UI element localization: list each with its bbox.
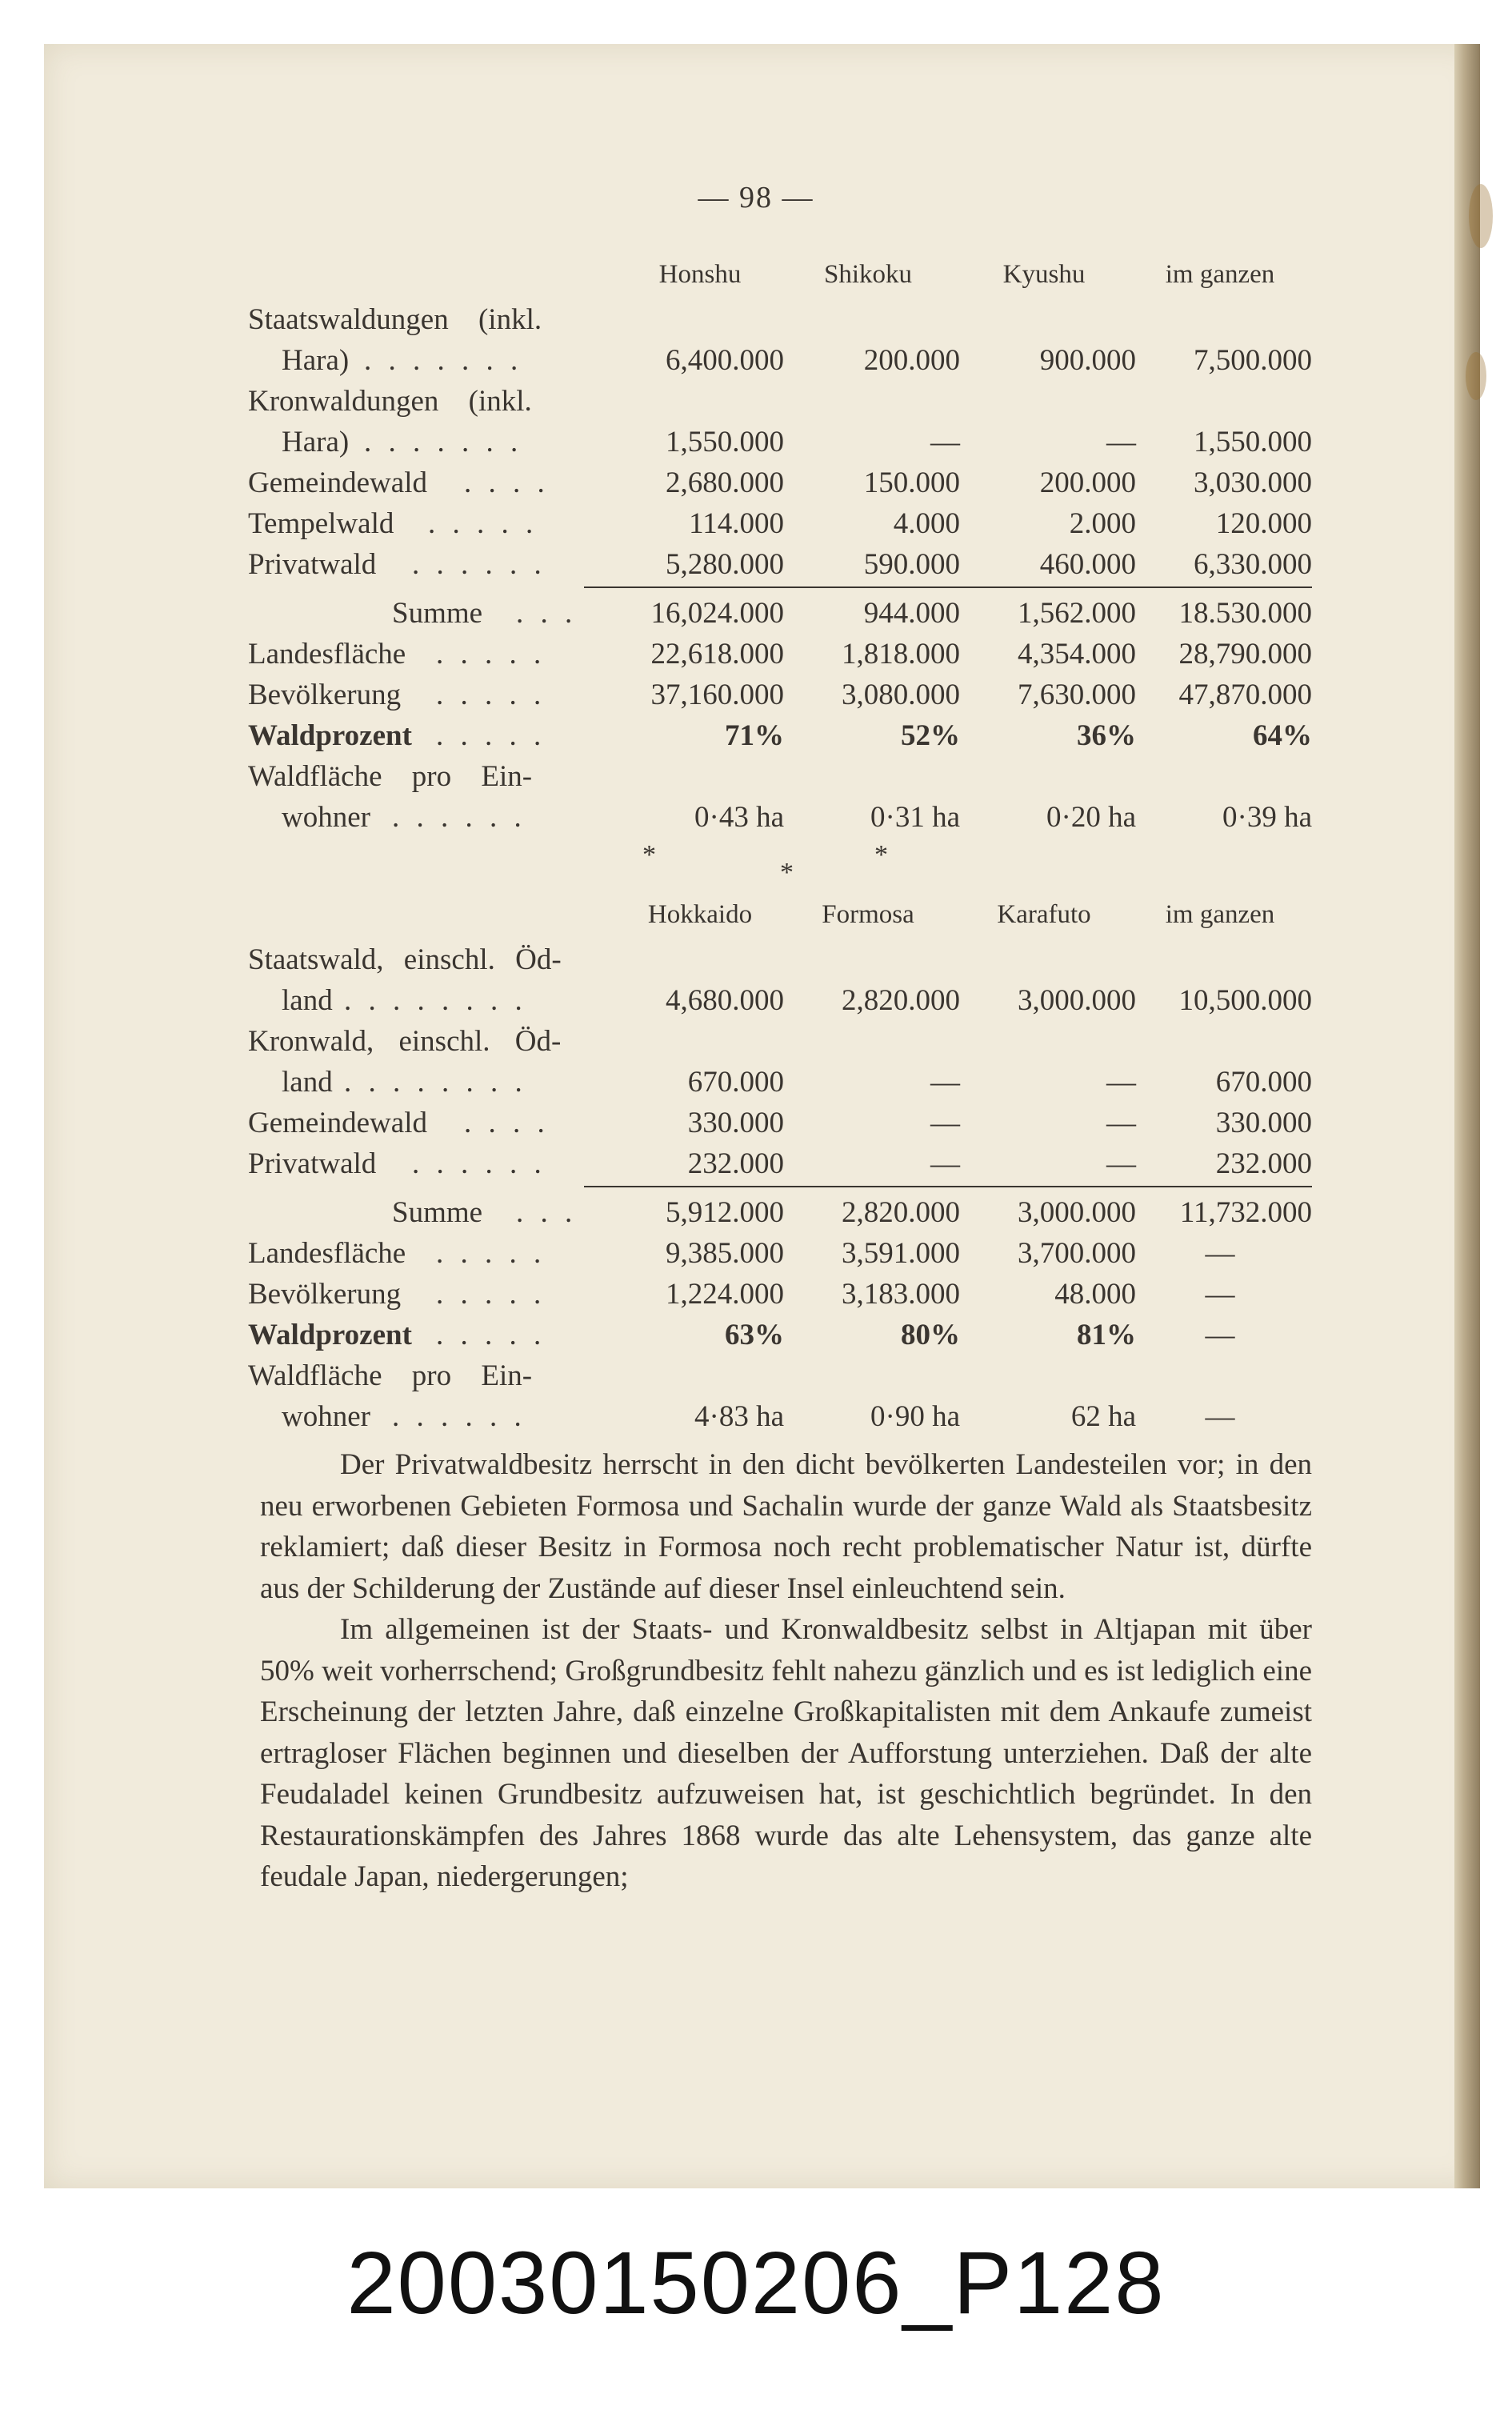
cell-value: — (1205, 1319, 1235, 1351)
row-label-continued: Hara) (282, 426, 350, 458)
table-row-sum (248, 1192, 1312, 1233)
cell-value: 52% (901, 719, 960, 752)
cell-value: 0·20 ha (1046, 801, 1136, 834)
table-row-label-line (248, 939, 1312, 980)
cell-value: 10,500.000 (1178, 984, 1312, 1017)
leader-dots: . . . . . (436, 679, 546, 711)
table-row (248, 715, 1312, 756)
column-header: im ganzen (1165, 260, 1275, 289)
leader-dots: . . . . . . (412, 1147, 546, 1180)
cell-value: 900.000 (1039, 344, 1136, 377)
cell-value: 6,400.000 (666, 344, 784, 377)
row-label: Gemeindewald (248, 1107, 427, 1139)
table-row (248, 1274, 1312, 1315)
row-label: Summe (392, 597, 483, 630)
cell-value: 9,385.000 (666, 1237, 784, 1270)
cell-value: 3,000.000 (1018, 1196, 1136, 1229)
cell-value: — (1106, 1107, 1136, 1139)
cell-value: 11,732.000 (1179, 1196, 1312, 1229)
sum-rule (584, 586, 1312, 588)
leader-dots: . . . . . . (392, 801, 526, 834)
leader-dots: . . . . . (436, 719, 546, 752)
cell-value: 114.000 (689, 507, 784, 540)
leader-dots: . . . . . (428, 507, 538, 540)
row-label: Landesfläche (248, 1237, 406, 1270)
row-label: Kronwaldungen (inkl. (248, 385, 532, 418)
column-header: Formosa (822, 900, 914, 929)
cell-value: 2,680.000 (666, 466, 784, 499)
cell-value: 16,024.000 (650, 597, 784, 630)
row-label: Gemeindewald (248, 466, 427, 499)
leader-dots: . . . . (464, 466, 550, 499)
forest-table-new-territories (248, 895, 1312, 1437)
row-label: Waldfläche pro Ein- (248, 760, 533, 793)
cell-value: 81% (1077, 1319, 1136, 1351)
cell-value: 150.000 (863, 466, 960, 499)
leader-dots: . . . . . . . (364, 344, 523, 377)
leader-dots: . . . . . (436, 1278, 546, 1311)
cell-value: 670.000 (1215, 1066, 1312, 1099)
leader-dots: . . . . . . (412, 548, 546, 581)
row-label: Staatswald, einschl. Öd- (248, 943, 562, 976)
cell-value: 7,630.000 (1018, 679, 1136, 711)
table-row (248, 1315, 1312, 1355)
row-label-continued: wohner (282, 1400, 370, 1433)
leader-dots: . . . . . (436, 1237, 546, 1270)
separator-star: * (642, 840, 656, 870)
cell-value: 0·39 ha (1222, 801, 1312, 834)
row-label: Waldfläche pro Ein- (248, 1359, 533, 1392)
cell-value: 330.000 (1215, 1107, 1312, 1139)
cell-value: 2,820.000 (842, 1196, 960, 1229)
row-label: Privatwald (248, 548, 377, 581)
column-header: Shikoku (823, 260, 913, 289)
leader-dots: . . . . . . . . (344, 1066, 527, 1099)
table-row (248, 503, 1312, 544)
leader-dots: . . . (516, 1196, 578, 1229)
cell-value: — (1205, 1237, 1235, 1270)
table-row (248, 340, 1312, 381)
cell-value: 2.000 (1069, 507, 1136, 540)
leader-dots: . . . (516, 597, 578, 630)
cell-value: 6,330.000 (1194, 548, 1312, 581)
table-row-label-line (248, 1355, 1312, 1396)
row-label: Landesfläche (248, 638, 406, 671)
sum-rule (584, 1186, 1312, 1187)
cell-value: — (1205, 1278, 1235, 1311)
cell-value: 47,870.000 (1178, 679, 1312, 711)
separator-star: * (780, 858, 794, 887)
row-label-continued: land (282, 1066, 333, 1099)
row-label: Waldprozent (248, 719, 412, 752)
page-number: — 98 — (698, 181, 814, 214)
table-row (248, 797, 1312, 838)
cell-value: 200.000 (863, 344, 960, 377)
leader-dots: . . . . (464, 1107, 550, 1139)
cell-value: 4·83 ha (694, 1400, 784, 1433)
row-label: Bevölkerung (248, 679, 402, 711)
table-header-row (248, 895, 1312, 939)
row-label: Staatswaldungen (inkl. (248, 303, 542, 336)
row-label: Waldprozent (248, 1319, 412, 1351)
row-label: Tempelwald (248, 507, 394, 540)
table-row (248, 634, 1312, 675)
cell-value: 460.000 (1039, 548, 1136, 581)
cell-value: 0·90 ha (870, 1400, 960, 1433)
cell-value: — (1106, 426, 1136, 458)
cell-value: 4,680.000 (666, 984, 784, 1017)
cell-value: 200.000 (1039, 466, 1136, 499)
cell-value: 22,618.000 (650, 638, 784, 671)
table-row (248, 1396, 1312, 1437)
paragraph: Der Privatwaldbesitz herrscht in den dicht bevölkerten Landesteilen vor; in den neu erworbenen Gebieten Formosa und Sachalin wurde der ganze Wald als Staatsbesitz reklamiert; daß dieser Besitz in Formosa noch recht problematischer Natur ist, dürfte aus der Schilderung der Zustände auf dieser Insel einleuchtend sein. (260, 1448, 1312, 1605)
table-row-label-line (248, 299, 1312, 340)
row-label: Summe (392, 1196, 483, 1229)
column-header: Honshu (658, 260, 742, 289)
cell-value: 37,160.000 (650, 679, 784, 711)
cell-value: 62 ha (1070, 1400, 1136, 1433)
table-row (248, 980, 1312, 1021)
cell-value: 2,820.000 (842, 984, 960, 1017)
leader-dots: . . . . . . . (364, 426, 523, 458)
cell-value: — (930, 1147, 960, 1180)
cell-value: — (1106, 1147, 1136, 1180)
table-row (248, 1143, 1312, 1184)
table-row (248, 544, 1312, 585)
table-row-label-line (248, 381, 1312, 422)
column-header: Kyushu (1002, 260, 1086, 289)
cell-value: 4.000 (893, 507, 960, 540)
paper-stain (1466, 352, 1486, 400)
cell-value: 232.000 (1215, 1147, 1312, 1180)
cell-value: 5,280.000 (666, 548, 784, 581)
cell-value: 670.000 (687, 1066, 784, 1099)
cell-value: 18.530.000 (1178, 597, 1312, 630)
table-row-sum (248, 593, 1312, 634)
cell-value: 71% (725, 719, 784, 752)
row-label: Bevölkerung (248, 1278, 402, 1311)
cell-value: 3,700.000 (1018, 1237, 1136, 1270)
table-row-label-line (248, 1021, 1312, 1062)
cell-value: 330.000 (687, 1107, 784, 1139)
cell-value: — (930, 426, 960, 458)
table-row (248, 1103, 1312, 1143)
body-text (260, 1444, 1312, 1898)
table-row (248, 1233, 1312, 1274)
row-label: Privatwald (248, 1147, 377, 1180)
cell-value: — (930, 1066, 960, 1099)
row-label-continued: Hara) (282, 344, 350, 377)
cell-value: 3,183.000 (842, 1278, 960, 1311)
column-header: Hokkaido (647, 900, 753, 929)
cell-value: 5,912.000 (666, 1196, 784, 1229)
cell-value: 1,550.000 (666, 426, 784, 458)
cell-value: 1,550.000 (1194, 426, 1312, 458)
leader-dots: . . . . . (436, 1319, 546, 1351)
cell-value: 1,818.000 (842, 638, 960, 671)
table-header-row (248, 254, 1312, 299)
leader-dots: . . . . . (436, 638, 546, 671)
cell-value: — (930, 1107, 960, 1139)
cell-value: 232.000 (687, 1147, 784, 1180)
cell-value: 1,562.000 (1018, 597, 1136, 630)
cell-value: — (1106, 1066, 1136, 1099)
cell-value: 7,500.000 (1194, 344, 1312, 377)
cell-value: 944.000 (863, 597, 960, 630)
table-row (248, 1062, 1312, 1103)
table-row (248, 422, 1312, 462)
row-label-continued: land (282, 984, 333, 1017)
column-header: Karafuto (997, 900, 1091, 929)
cell-value: 4,354.000 (1018, 638, 1136, 671)
cell-value: 3,080.000 (842, 679, 960, 711)
cell-value: 0·31 ha (870, 801, 960, 834)
cell-value: 3,000.000 (1018, 984, 1136, 1017)
row-label: Kronwald, einschl. Öd- (248, 1025, 562, 1058)
cell-value: 80% (901, 1319, 960, 1351)
table-row-label-line (248, 756, 1312, 797)
cell-value: — (1205, 1400, 1235, 1433)
cell-value: 590.000 (863, 548, 960, 581)
cell-value: 48.000 (1054, 1278, 1136, 1311)
cell-value: 3,591.000 (842, 1237, 960, 1270)
table-row (248, 675, 1312, 715)
cell-value: 0·43 ha (694, 801, 784, 834)
forest-table-altjapan (248, 254, 1312, 838)
cell-value: 36% (1077, 719, 1136, 752)
cell-value: 120.000 (1215, 507, 1312, 540)
paragraph: Im allgemeinen ist der Staats- und Kronwaldbesitz selbst in Altjapan mit über 50% weit vorherrschend; Großgrundbesitz fehlt nahezu gänzlich und es ist lediglich eine Erscheinung der letzten Jahre, daß einzelne Großkapitalisten mit dem Ankaufe zumeist ertragloser Flächen beginnen und dieselben der Aufforstung unterziehen. Daß der alte Feudaladel keinen Grundbesitz aufzuweisen hat, ist geschichtlich begründet. In den Restaurationskämpfen des Jahres 1868 wurde das alte Lehensystem, das ganze alte feudale Japan, niedergerungen; (260, 1613, 1312, 1893)
cell-value: 1,224.000 (666, 1278, 784, 1311)
leader-dots: . . . . . . (392, 1400, 526, 1433)
column-header: im ganzen (1165, 900, 1275, 929)
leader-dots: . . . . . . . . (344, 984, 527, 1017)
separator-star: * (874, 840, 888, 870)
cell-value: 64% (1253, 719, 1312, 752)
cell-value: 63% (725, 1319, 784, 1351)
cell-value: 28,790.000 (1178, 638, 1312, 671)
row-label-continued: wohner (282, 801, 370, 834)
archive-id-label: 20030150206_P128 (346, 2234, 1166, 2332)
cell-value: 3,030.000 (1194, 466, 1312, 499)
table-row (248, 462, 1312, 503)
